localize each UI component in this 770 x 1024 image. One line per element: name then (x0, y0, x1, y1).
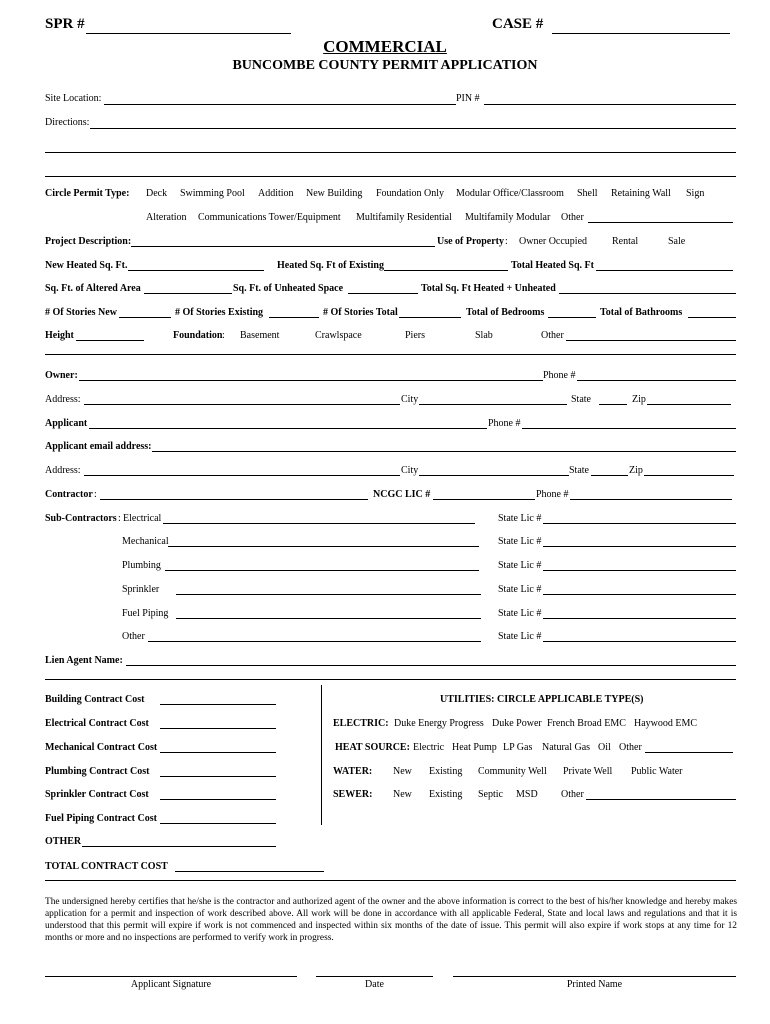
heat-lp-gas[interactable]: LP Gas (503, 742, 533, 753)
stories-total-field[interactable] (399, 317, 461, 318)
stories-new-label: # Of Stories New (45, 307, 117, 318)
applicant-signature-field[interactable] (45, 976, 297, 977)
height-label: Height (45, 330, 74, 341)
pin-label: PIN # (456, 93, 480, 104)
sub-mechanical-lic-field[interactable] (543, 546, 736, 547)
total-heated-label: Total Heated Sq. Ft (511, 260, 594, 271)
cost-fuel-piping-field[interactable] (160, 823, 276, 824)
cost-plumbing-label: Plumbing Contract Cost (45, 766, 150, 777)
permit-communications-tower[interactable]: Communications Tower/Equipment (198, 212, 341, 223)
water-label: WATER: (333, 766, 373, 777)
cost-plumbing-field[interactable] (160, 776, 276, 777)
cost-mechanical-field[interactable] (160, 752, 276, 753)
use-sale[interactable]: Sale (668, 236, 686, 247)
foundation-slab[interactable]: Slab (475, 330, 493, 341)
heated-existing-label: Heated Sq. Ft of Existing (277, 260, 384, 271)
total-heated-field[interactable] (596, 270, 733, 271)
cost-building-field[interactable] (160, 704, 276, 705)
spr-label: SPR # (45, 16, 85, 32)
foundation-other-field[interactable] (566, 340, 736, 341)
sewer-other[interactable]: Other (561, 789, 584, 800)
sub-mechanical-label: Mechanical (122, 536, 169, 547)
permit-deck[interactable]: Deck (146, 188, 168, 199)
permit-retaining-wall[interactable]: Retaining Wall (611, 188, 671, 199)
electric-haywood[interactable]: Haywood EMC (634, 718, 698, 729)
heat-oil[interactable]: Oil (598, 742, 611, 753)
applicant-label: Applicant (45, 418, 88, 429)
new-heated-field[interactable] (128, 270, 264, 271)
sub-plumbing-field[interactable] (165, 570, 479, 571)
applicant-email-label: Applicant email address: (45, 441, 152, 452)
sub-other-field[interactable] (148, 641, 481, 642)
new-heated-label: New Heated Sq. Ft. (45, 260, 128, 271)
sub-fuel-piping-field[interactable] (176, 618, 481, 619)
stories-existing-label: # Of Stories Existing (175, 307, 264, 318)
permit-alteration[interactable]: Alteration (146, 212, 187, 223)
date-label: Date (365, 979, 384, 990)
project-description-label: Project Description: (45, 236, 132, 247)
sewer-new[interactable]: New (393, 789, 412, 800)
directions-label: Directions: (45, 117, 90, 128)
owner-address-field[interactable] (84, 404, 400, 405)
heat-other-field[interactable] (645, 752, 733, 753)
heat-source-label: HEAT SOURCE: (335, 742, 410, 753)
altered-area-label: Sq. Ft. of Altered Area (45, 283, 141, 294)
subcontractors-label: Sub-Contractors (45, 513, 117, 524)
permit-swimming-pool[interactable]: Swimming Pool (180, 188, 245, 199)
altered-area-field[interactable] (144, 293, 232, 294)
use-rental[interactable]: Rental (612, 236, 639, 247)
sub-fuel-piping-lic-label: State Lic # (498, 608, 542, 619)
ncgc-label: NCGC LIC # (373, 489, 431, 500)
applicant-zip-label: Zip (629, 465, 643, 476)
sub-plumbing-lic-field[interactable] (543, 570, 736, 571)
applicant-phone-field[interactable] (522, 428, 736, 429)
case-label: CASE # (492, 16, 544, 32)
ncgc-field[interactable] (433, 499, 535, 500)
permit-type-label: Circle Permit Type: (45, 188, 130, 199)
permit-shell[interactable]: Shell (577, 188, 598, 199)
applicant-email-field[interactable] (152, 451, 736, 452)
permit-foundation-only[interactable]: Foundation Only (376, 188, 445, 199)
water-public[interactable]: Public Water (631, 766, 683, 777)
form-title: COMMERCIAL (323, 37, 447, 56)
electric-duke-power[interactable]: Duke Power (492, 718, 542, 729)
utilities-title: UTILITIES: CIRCLE APPLICABLE TYPE(S) (440, 694, 644, 705)
sub-sprinkler-lic-field[interactable] (543, 594, 736, 595)
cost-sprinkler-label: Sprinkler Contract Cost (45, 789, 149, 800)
use-of-property-label: Use of Property (437, 236, 505, 247)
sub-electrical-lic-field[interactable] (543, 523, 736, 524)
foundation-label: Foundation (173, 330, 223, 341)
total-cost-field[interactable] (175, 871, 324, 872)
directions-field[interactable] (90, 128, 736, 129)
height-field[interactable] (76, 340, 144, 341)
bedrooms-field[interactable] (548, 317, 596, 318)
form-subtitle: BUNCOMBE COUNTY PERMIT APPLICATION (232, 58, 538, 73)
owner-zip-field[interactable] (647, 404, 731, 405)
spr-field[interactable] (86, 33, 291, 34)
contractor-field[interactable] (100, 499, 368, 500)
sub-electrical-lic-label: State Lic # (498, 513, 542, 524)
foundation-crawlspace[interactable]: Crawlspace (315, 330, 362, 341)
heat-natural-gas[interactable]: Natural Gas (542, 742, 591, 753)
printed-name-label: Printed Name (566, 979, 623, 990)
bathrooms-label: Total of Bathrooms (600, 307, 683, 318)
project-description-field[interactable] (131, 246, 435, 247)
water-community-well[interactable]: Community Well (478, 766, 547, 777)
lien-agent-label: Lien Agent Name: (45, 655, 123, 666)
cost-electrical-field[interactable] (160, 728, 276, 729)
foundation-piers[interactable]: Piers (405, 330, 425, 341)
electric-french-broad[interactable]: French Broad EMC (547, 718, 626, 729)
heat-other[interactable]: Other (619, 742, 642, 753)
applicant-city-label: City (401, 465, 419, 476)
sub-mechanical-lic-label: State Lic # (498, 536, 542, 547)
sub-fuel-piping-lic-field[interactable] (543, 618, 736, 619)
sub-fuel-piping-label: Fuel Piping (122, 608, 169, 619)
cost-other-label: OTHER (45, 836, 82, 847)
unheated-space-field[interactable] (348, 293, 418, 294)
owner-city-field[interactable] (419, 404, 567, 405)
sub-other-lic-label: State Lic # (498, 631, 542, 642)
heated-unheated-label: Total Sq. Ft Heated + Unheated (421, 283, 556, 294)
stories-new-field[interactable] (119, 317, 171, 318)
owner-label: Owner: (45, 370, 78, 381)
sewer-existing[interactable]: Existing (429, 789, 463, 800)
owner-address-label: Address: (45, 394, 81, 405)
water-new[interactable]: New (393, 766, 412, 777)
owner-field[interactable] (79, 380, 543, 381)
applicant-field[interactable] (89, 428, 487, 429)
bathrooms-field[interactable] (688, 317, 736, 318)
owner-state-field[interactable] (599, 404, 627, 405)
sub-other-lic-field[interactable] (543, 641, 736, 642)
owner-phone-label: Phone # (543, 370, 576, 381)
directions-field-3[interactable] (45, 176, 736, 177)
sub-electrical-label: Electrical (123, 513, 162, 524)
applicant-signature-label: Applicant Signature (130, 979, 212, 990)
contractor-phone-label: Phone # (536, 489, 569, 500)
site-location-field[interactable] (104, 104, 456, 105)
bedrooms-label: Total of Bedrooms (466, 307, 545, 318)
electric-duke-progress[interactable]: Duke Energy Progress (394, 718, 484, 729)
date-field[interactable] (316, 976, 433, 977)
cost-electrical-label: Electrical Contract Cost (45, 718, 149, 729)
sub-sprinkler-label: Sprinkler (122, 584, 160, 595)
permit-new-building[interactable]: New Building (306, 188, 363, 199)
cost-mechanical-label: Mechanical Contract Cost (45, 742, 158, 753)
total-cost-label: TOTAL CONTRACT COST (45, 861, 168, 872)
water-existing[interactable]: Existing (429, 766, 463, 777)
applicant-state-label: State (569, 465, 589, 476)
permit-addition[interactable]: Addition (258, 188, 294, 199)
cost-sprinkler-field[interactable] (160, 799, 276, 800)
applicant-city-field[interactable] (419, 475, 569, 476)
sewer-label: SEWER: (333, 789, 373, 800)
heat-electric[interactable]: Electric (413, 742, 445, 753)
sewer-septic[interactable]: Septic (478, 789, 503, 800)
owner-city-label: City (401, 394, 419, 405)
cost-fuel-piping-label: Fuel Piping Contract Cost (45, 813, 157, 824)
case-field[interactable] (552, 33, 730, 34)
owner-state-label: State (571, 394, 591, 405)
certification-text: The undersigned hereby certifies that he/she is the contractor and authorized agent of the owner and the above information is correct to the best of his/her knowledge and hereby makes application for a permit and inspection of work described above. All work will be done in accordance with all applicable Federal, State and local laws and regulations and that it is understood that this permit will expire if work is not commenced and inspected within six months of the date of issue. This permit will also expire if work stops at any time for 12 months or more and no inspections are performed to verify work in progress. (45, 897, 737, 943)
stories-existing-field[interactable] (269, 317, 319, 318)
applicant-address-label: Address: (45, 465, 81, 476)
sub-plumbing-label: Plumbing (122, 560, 161, 571)
contractor-phone-field[interactable] (570, 499, 732, 500)
applicant-zip-field[interactable] (644, 475, 734, 476)
owner-phone-field[interactable] (577, 380, 736, 381)
unheated-space-label: Sq. Ft. of Unheated Space (233, 283, 344, 294)
heated-unheated-field[interactable] (559, 293, 736, 294)
permit-multifamily-modular[interactable]: Multifamily Modular (465, 212, 551, 223)
permit-other-field[interactable] (588, 222, 733, 223)
applicant-state-field[interactable] (591, 475, 628, 476)
permit-modular-office[interactable]: Modular Office/Classroom (456, 188, 564, 199)
foundation-other[interactable]: Other (541, 330, 564, 341)
section-divider (45, 354, 736, 355)
sub-plumbing-lic-label: State Lic # (498, 560, 542, 571)
sub-electrical-field[interactable] (163, 523, 475, 524)
water-private-well[interactable]: Private Well (563, 766, 613, 777)
permit-multifamily-residential[interactable]: Multifamily Residential (356, 212, 452, 223)
foundation-basement[interactable]: Basement (240, 330, 280, 341)
sub-sprinkler-field[interactable] (176, 594, 481, 595)
heated-existing-field[interactable] (384, 270, 508, 271)
column-divider (321, 685, 322, 825)
owner-zip-label: Zip (632, 394, 646, 405)
sub-mechanical-field[interactable] (168, 546, 479, 547)
applicant-phone-label: Phone # (488, 418, 521, 429)
use-owner-occupied[interactable]: Owner Occupied (519, 236, 588, 247)
site-location-label: Site Location: (45, 93, 102, 104)
sewer-msd[interactable]: MSD (516, 789, 538, 800)
sewer-other-field[interactable] (586, 799, 736, 800)
permit-other[interactable]: Other (561, 212, 584, 223)
contractor-label: Contractor (45, 489, 93, 500)
section-divider-2 (45, 679, 736, 680)
stories-total-label: # Of Stories Total (323, 307, 398, 318)
cost-other-field[interactable] (82, 846, 276, 847)
sub-sprinkler-lic-label: State Lic # (498, 584, 542, 595)
applicant-address-field[interactable] (84, 475, 400, 476)
printed-name-field[interactable] (453, 976, 736, 977)
directions-field-2[interactable] (45, 152, 736, 153)
cost-separator-line (45, 880, 736, 881)
sub-other-label: Other (122, 631, 145, 642)
permit-sign[interactable]: Sign (686, 188, 705, 199)
electric-label: ELECTRIC: (333, 718, 389, 729)
pin-field[interactable] (484, 104, 736, 105)
cost-building-label: Building Contract Cost (45, 694, 145, 705)
heat-pump[interactable]: Heat Pump (452, 742, 497, 753)
lien-agent-field[interactable] (126, 665, 736, 666)
